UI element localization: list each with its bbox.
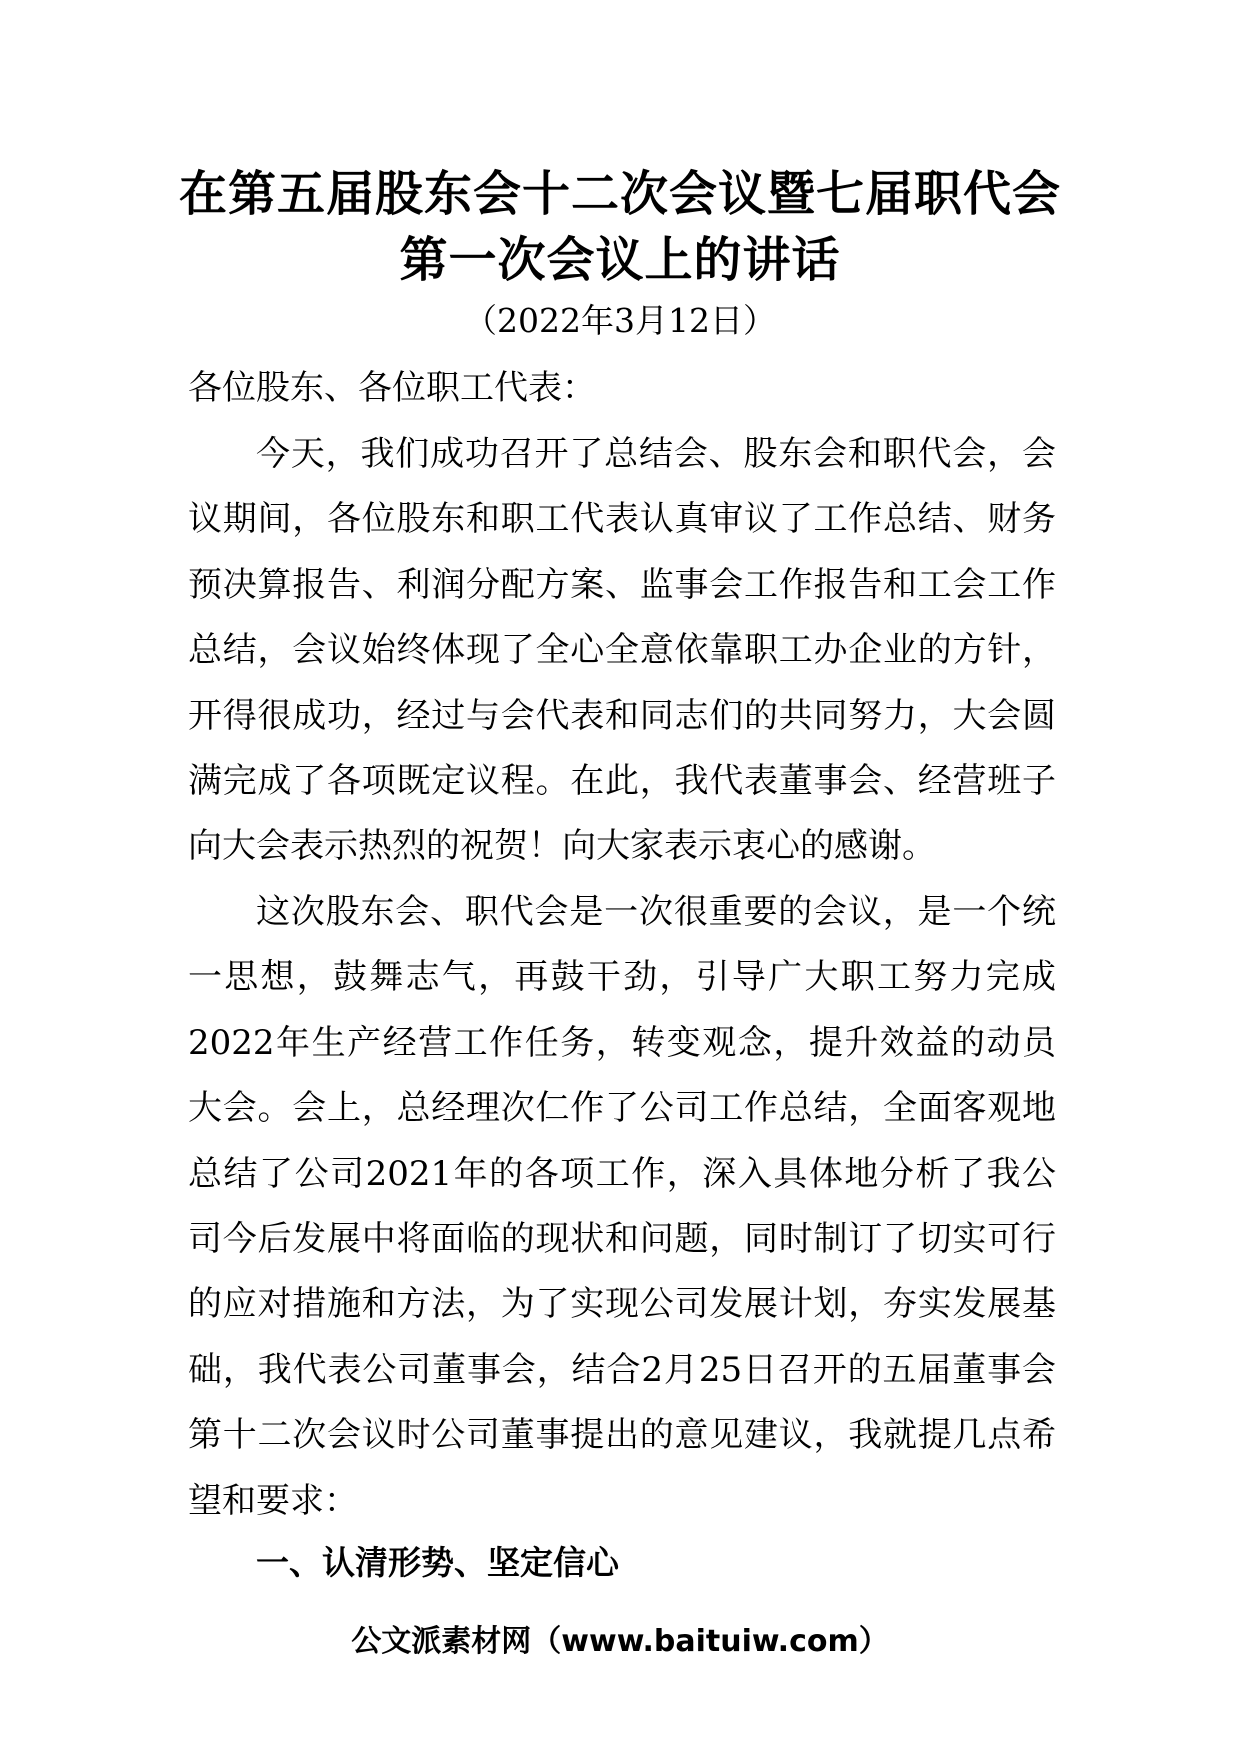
paragraph-1: 今天，我们成功召开了总结会、股东会和职代会，会议期间，各位股东和职工代表认真审议了工作总结、财务预决算报告、利润分配方案、监事会工作报告和工会工作总结，会议始终体现了全心全意依靠职工办企业的方针，开得很成功，经过与会代表和同志们的共同努力，大会圆满完成了各项既定议程。在此，我代表董事会、经营班子向大会表示热烈的祝贺！向大家表示衷心的感谢。 [188,434,1056,867]
document-title-line-1: 在第五届股东会十二次会议暨七届职代会 [178,166,1061,222]
salutation: 各位股东、各位职工代表： [188,368,596,408]
section-heading: 一、认清形势、坚定信心 [256,1543,619,1582]
paragraph-2: 这次股东会、职代会是一次很重要的会议，是一个统一思想，鼓舞志气，再鼓干劲，引导广大职工努力完成2022年生产经营工作任务，转变观念，提升效益的动员大会。会上，总经理次仁作了公司工作总结，全面客观地总结了公司2021年的各项工作，深入具体地分析了我公司今后发展中将面临的现状和问题，同时制订了切实可行的应对措施和方法，为了实现公司发展计划，夯实发展基础，我代表公司董事会，结合2月25日召开的五届董事会第十二次会议时公司董事提出的意见建议，我就提几点希望和要求： [188,892,1056,1521]
footer-watermark: 公文派素材网（www.baituiw.com） [351,1624,889,1659]
document-date: （2022年3月12日） [464,301,776,340]
document-title-line-2: 第一次会议上的讲话 [399,232,841,288]
